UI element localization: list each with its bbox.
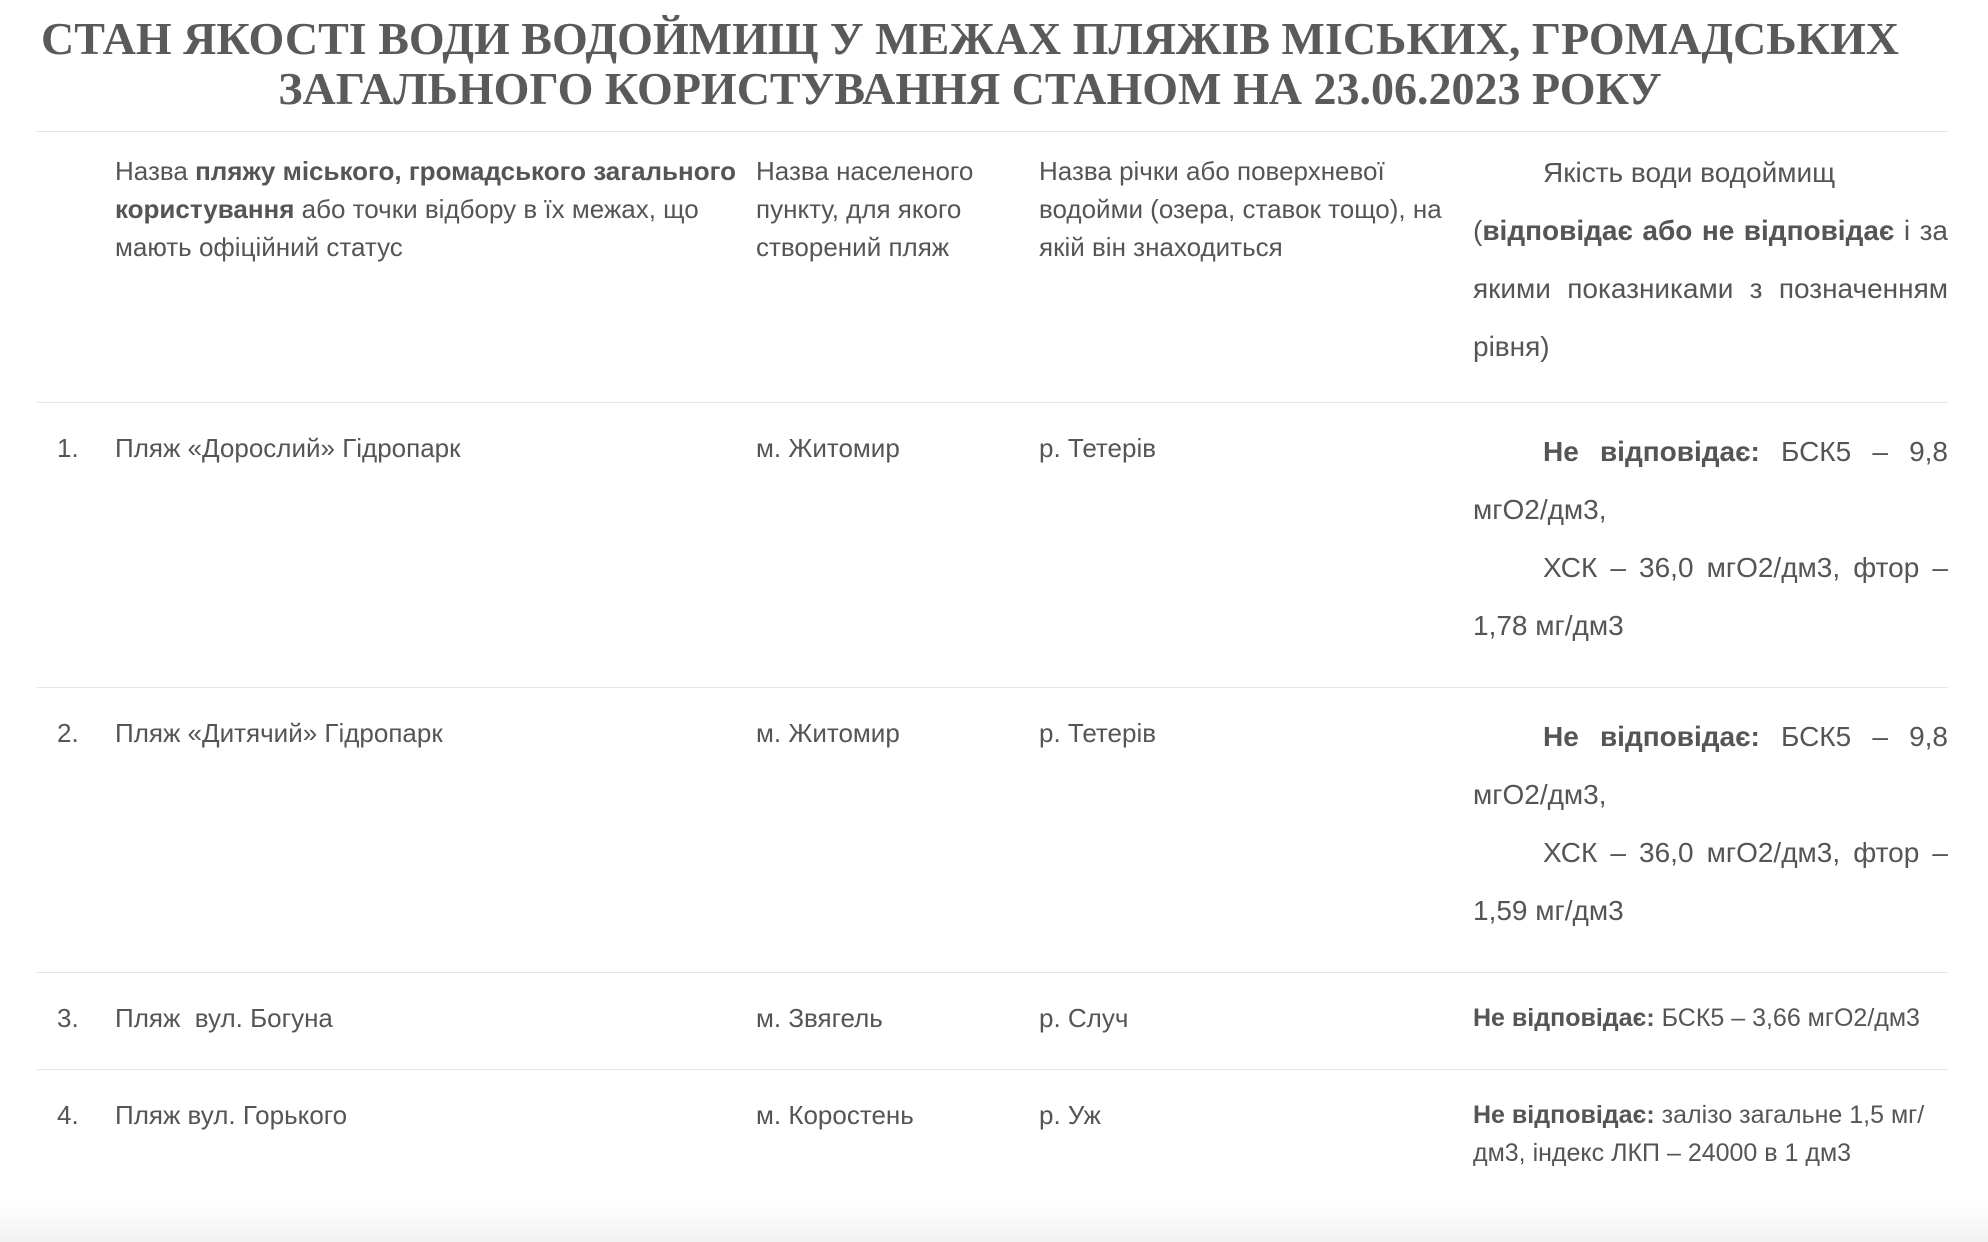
beach-name: Пляж «Дорослий» Гідропарк [115, 433, 461, 463]
table-header-row [37, 132, 1948, 403]
settlement-name: м. Житомир [756, 718, 900, 748]
water-quality-result: Не відповідає: залізо загальне 1,5 мг/дм3, індекс ЛКП – 24000 в 1 дм3 [1473, 1101, 1925, 1167]
beach-name: Пляж вул. Богуна [115, 1003, 333, 1033]
quality-status: Не відповідає: [1543, 721, 1760, 752]
table-row [37, 973, 1948, 1070]
water-quality-result: Не відповідає: БСК5 – 9,8 мгО2/дм3, ХСК – 36,0 мгО2/дм3, фтор – 1,59 мг/дм3 [1473, 721, 1948, 926]
header-water-quality: Якість води водоймищ (відповідає або не відповідає і за якими показниками з позначенням рівня) [1473, 157, 1948, 362]
beach-name: Пляж вул. Горького [115, 1100, 348, 1130]
quality-status: Не відповідає: [1543, 436, 1760, 467]
water-quality-table-container [37, 131, 1948, 1204]
header-water-body: Назва річки або поверхневої водойми (озера, ставок тощо), на якій він знаходиться [1039, 156, 1442, 262]
row-number: 2. [57, 718, 79, 748]
water-quality-result: Не відповідає: БСК5 – 9,8 мгО2/дм3, ХСК – 36,0 мгО2/дм3, фтор – 1,78 мг/дм3 [1473, 436, 1948, 641]
page-title [0, 14, 1940, 114]
header-number-cell [37, 132, 115, 403]
page-title-line-1: СТАН ЯКОСТІ ВОДИ ВОДОЙМИЩ У МЕЖАХ ПЛЯЖІВ МІСЬКИХ, ГРОМАДСЬКИХ [41, 13, 1899, 64]
beach-name: Пляж «Дитячий» Гідропарк [115, 718, 443, 748]
water-quality-table [37, 131, 1948, 1204]
settlement-name: м. Звягель [756, 1003, 883, 1033]
table-row [37, 1070, 1948, 1205]
water-quality-result: Не відповідає: БСК5 – 3,66 мгО2/дм3 [1473, 1004, 1920, 1032]
water-body-name: р. Тетерів [1039, 718, 1157, 748]
table-row [37, 403, 1948, 688]
bottom-fade [0, 1204, 1988, 1242]
water-body-name: р. Уж [1039, 1100, 1101, 1130]
quality-status: Не відповідає: [1473, 1101, 1655, 1129]
header-beach-name: Назва пляжу міського, громадського загального користування або точки відбору в їх межах, що мають офіційний статус [115, 156, 736, 262]
settlement-name: м. Коростень [756, 1100, 914, 1130]
row-number: 4. [57, 1100, 79, 1130]
header-beach-name-bold: пляжу міського, громадського загального користування [115, 156, 736, 224]
settlement-name: м. Житомир [756, 433, 900, 463]
table-row [37, 688, 1948, 973]
quality-status: Не відповідає: [1473, 1004, 1655, 1032]
row-number: 3. [57, 1003, 79, 1033]
water-body-name: р. Тетерів [1039, 433, 1157, 463]
row-number: 1. [57, 433, 79, 463]
page-title-line-2: ЗАГАЛЬНОГО КОРИСТУВАННЯ СТАНОМ НА 23.06.2023 РОКУ [278, 63, 1662, 114]
water-body-name: р. Случ [1039, 1003, 1129, 1033]
header-settlement: Назва населеного пункту, для якого створений пляж [756, 156, 974, 262]
header-quality-bold: відповідає або не відповідає [1482, 215, 1895, 246]
